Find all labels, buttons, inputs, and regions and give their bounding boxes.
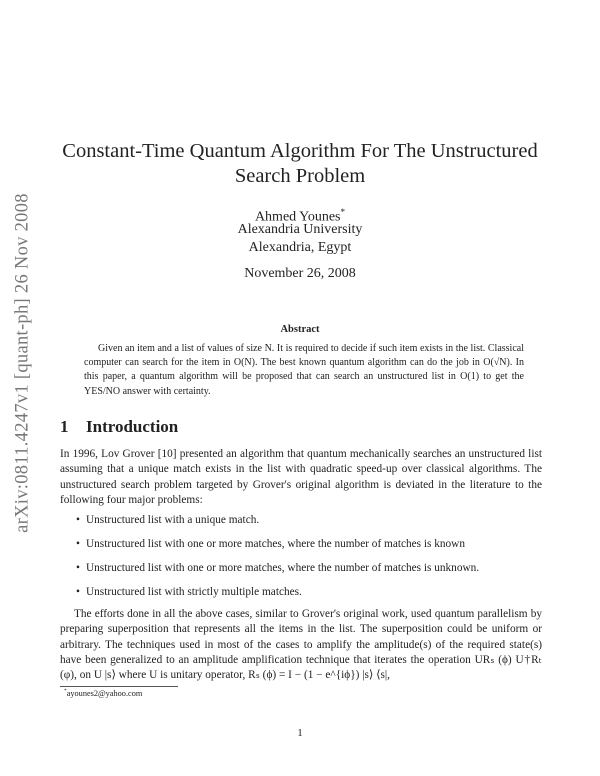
- list-item: • Unstructured list with one or more matches, where the number of matches is unknown.: [76, 562, 480, 574]
- affiliation-university: Alexandria University: [237, 222, 363, 237]
- intro-paragraph-1: In 1996, Lov Grover [10] presented an algorithm that quantum mechanically searches an unstructured list assuming that a unique match exists in the list with quadratic speed-up over classical algorithms. The unstructured search problem targeted by Grover's original algorithm is deviated in the literature to the following four major problems:: [60, 448, 542, 506]
- list-item: • Unstructured list with strictly multiple matches.: [76, 586, 302, 598]
- author-footnote-mark: *: [340, 207, 346, 217]
- list-item: • Unstructured list with a unique match.: [76, 514, 260, 526]
- paper-title: [50, 139, 550, 189]
- list-item-text: Unstructured list with one or more matches, where the number of matches is known: [86, 538, 465, 550]
- footnote-mark: *: [64, 688, 67, 694]
- list-item-text: Unstructured list with one or more matches, where the number of matches is unknown.: [86, 562, 480, 574]
- list-item: • Unstructured list with one or more matches, where the number of matches is known: [76, 538, 465, 550]
- section-heading: [60, 417, 178, 437]
- section-title: Introduction: [86, 417, 179, 436]
- author-text: Ahmed Younes: [254, 209, 341, 225]
- abstract-body: [84, 342, 524, 399]
- abstract-text: Given an item and a list of values of size N. It is required to decide if such item exists in the list. Classical computer can search for the item in O(N). The best known quantum algorithm can do the job in O(√N). In this paper, a quantum algorithm will be proposed that can search an unstructured list in O(1) to get the YES/NO answer with certainty.: [84, 343, 524, 397]
- list-item-text: Unstructured list with strictly multiple matches.: [86, 586, 302, 598]
- intro-paragraph-2: [60, 607, 542, 683]
- footnote: [64, 688, 142, 698]
- arxiv-identifier: arXiv:0811.4247v1 [quant-ph] 26 Nov 2008: [12, 193, 33, 533]
- affiliation-location: Alexandria, Egypt: [248, 240, 352, 255]
- section-number: 1: [60, 417, 69, 436]
- footnote-email: ayounes2@yahoo.com: [66, 688, 143, 698]
- page-number: 1: [297, 727, 303, 739]
- list-item-text: Unstructured list with a unique match.: [86, 514, 260, 526]
- title-line-2: Search Problem: [234, 165, 366, 187]
- abstract-heading: Abstract: [280, 324, 320, 335]
- title-line-1: Constant-Time Quantum Algorithm For The Unstructured: [62, 140, 538, 162]
- footnote-rule: [60, 686, 178, 687]
- paper-date: November 26, 2008: [244, 266, 356, 281]
- intro-paragraph-2-text: The efforts done in all the above cases, similar to Grover's original work, used quantum parallelism by preparing superposition that represents all the items in the list. The superposition could be uniform or arbitrary. The techniques used in most of the cases to amplify the amplitude(s) of the required state(s) have been generalized to an amplitude amplification technique that iterates the operation URₛ (ϕ) U†Rₜ (φ), on U |s⟩ where U is unitary operator, Rₛ (ϕ) = I − (1 − e^{iϕ}) |s⟩ ⟨s|,: [60, 608, 542, 682]
